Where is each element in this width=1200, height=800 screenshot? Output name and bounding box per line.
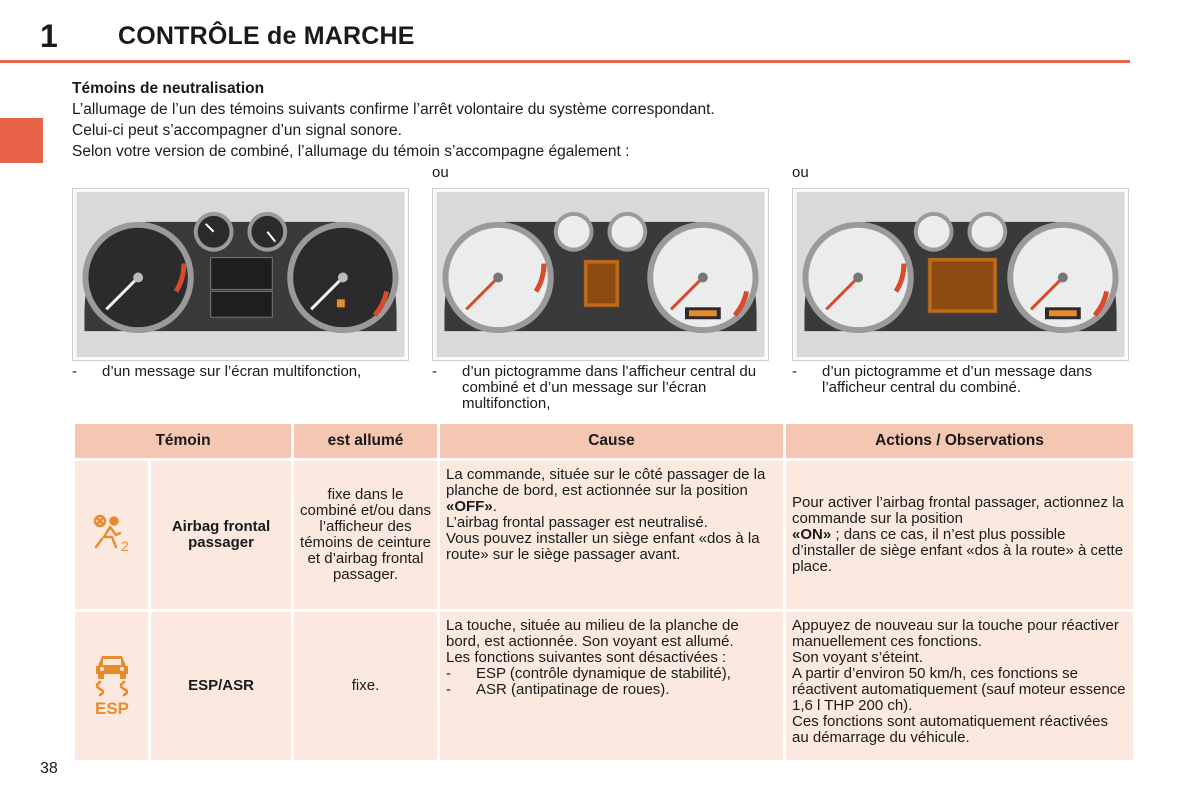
warning-name: ESP/ASR xyxy=(151,612,291,760)
cause-text-end: . xyxy=(492,498,497,515)
instrument-cluster-image xyxy=(796,192,1125,357)
caption-text: d’un pictogramme et d’un message dans l’afficheur central du combiné. xyxy=(822,363,1093,396)
header-rule xyxy=(0,60,1130,63)
warning-state: fixe dans le combiné et/ou dans l’afficheur des témoins de ceinture et d’airbag frontal passager. xyxy=(294,461,437,609)
cluster-photo-variant-1 xyxy=(72,188,409,361)
cause-cell xyxy=(440,612,783,760)
instrument-cluster-image xyxy=(76,192,405,357)
warning-lights-table xyxy=(72,421,1136,763)
actions-text: A partir d’environ 50 km/h, ces fonctions se réactivent automatiquement (sauf moteur essence 1,6 l THP 200 ch). xyxy=(792,665,1126,714)
section-heading: Témoins de neutralisation xyxy=(72,80,265,97)
intro-section xyxy=(72,78,1122,162)
actions-keyword: «ON» xyxy=(792,526,832,543)
actions-cell xyxy=(786,461,1133,609)
intro-line: L’allumage de l’un des témoins suivants confirme l’arrêt volontaire du système correspondant. xyxy=(72,101,715,118)
icon-cell xyxy=(75,461,148,609)
caption-variant-2 xyxy=(432,364,767,412)
column-header-temoin: Témoin xyxy=(75,424,291,458)
actions-cell xyxy=(786,612,1133,760)
caption-text: d’un pictogramme dans l’afficheur central du combiné et d’un message sur l’écran multifonction, xyxy=(462,363,757,412)
actions-text: Ces fonctions sont automatiquement réactivées au démarrage du véhicule. xyxy=(792,713,1109,746)
or-label: ou xyxy=(792,164,809,181)
chapter-number: 1 xyxy=(40,18,58,54)
list-item xyxy=(446,665,777,682)
actions-text: Appuyez de nouveau sur la touche pour réactiver manuellement ces fonctions. xyxy=(792,617,1119,650)
svg-text:ESP: ESP xyxy=(94,699,129,716)
warning-state: fixe. xyxy=(294,612,437,760)
actions-text: Pour activer l’airbag frontal passager, actionnez la commande sur la position xyxy=(792,494,1124,527)
bullet-dash: - xyxy=(72,363,77,380)
cause-text: Les fonctions suivantes sont désactivées : xyxy=(446,649,727,666)
column-header-actions: Actions / Observations xyxy=(786,424,1133,458)
cluster-photo-variant-3 xyxy=(792,188,1129,361)
caption-variant-3 xyxy=(792,364,1132,396)
column-header-allume: est allumé xyxy=(294,424,437,458)
actions-text: Son voyant s’éteint. xyxy=(792,649,923,666)
chapter-tab-marker xyxy=(0,118,43,163)
column-header-cause: Cause xyxy=(440,424,783,458)
intro-line: Celui-ci peut s’accompagner d’un signal sonore. xyxy=(72,122,402,139)
instrument-cluster-image xyxy=(436,192,765,357)
cause-cell xyxy=(440,461,783,609)
cause-keyword: «OFF» xyxy=(446,498,493,515)
page-number: 38 xyxy=(40,760,58,777)
table-header-row xyxy=(75,424,1133,458)
list-item xyxy=(446,681,777,698)
cause-text: La commande, située sur le côté passager de la planche de bord, est actionnée sur la position xyxy=(446,466,766,499)
caption-text: d’un message sur l’écran multifonction, xyxy=(102,363,362,380)
bullet-dash: - xyxy=(446,665,451,682)
list-item-text: ASR (antipatinage de roues). xyxy=(476,681,670,698)
bullet-dash: - xyxy=(432,363,437,380)
caption-variant-1 xyxy=(72,364,372,380)
airbag-off-icon xyxy=(90,513,134,553)
list-item-text: ESP (contrôle dynamique de stabilité), xyxy=(476,665,731,682)
cause-text: La touche, située au milieu de la planche de bord, est actionnée. Son voyant est allumé. xyxy=(446,617,739,650)
cause-text: Vous pouvez installer un siège enfant «dos à la route» sur le siège passager avant. xyxy=(446,530,760,563)
cause-text: L’airbag frontal passager est neutralisé. xyxy=(446,514,708,531)
page-title: CONTRÔLE de MARCHE xyxy=(118,22,415,50)
actions-text-end: ; dans ce cas, il n’est plus possible d’installer de siège enfant «dos à la route» à cette place. xyxy=(792,526,1124,575)
intro-line: Selon votre version de combiné, l’allumage du témoin s’accompagne également : xyxy=(72,143,630,160)
icon-cell xyxy=(75,612,148,760)
svg-text:2: 2 xyxy=(120,538,129,553)
bullet-dash: - xyxy=(446,681,451,698)
bullet-dash: - xyxy=(792,363,797,380)
table-row xyxy=(75,612,1133,760)
cluster-photo-variant-2 xyxy=(432,188,769,361)
table-row xyxy=(75,461,1133,609)
warning-name: Airbag frontal passager xyxy=(151,461,291,609)
esp-off-icon xyxy=(92,652,132,716)
or-label: ou xyxy=(432,164,449,181)
